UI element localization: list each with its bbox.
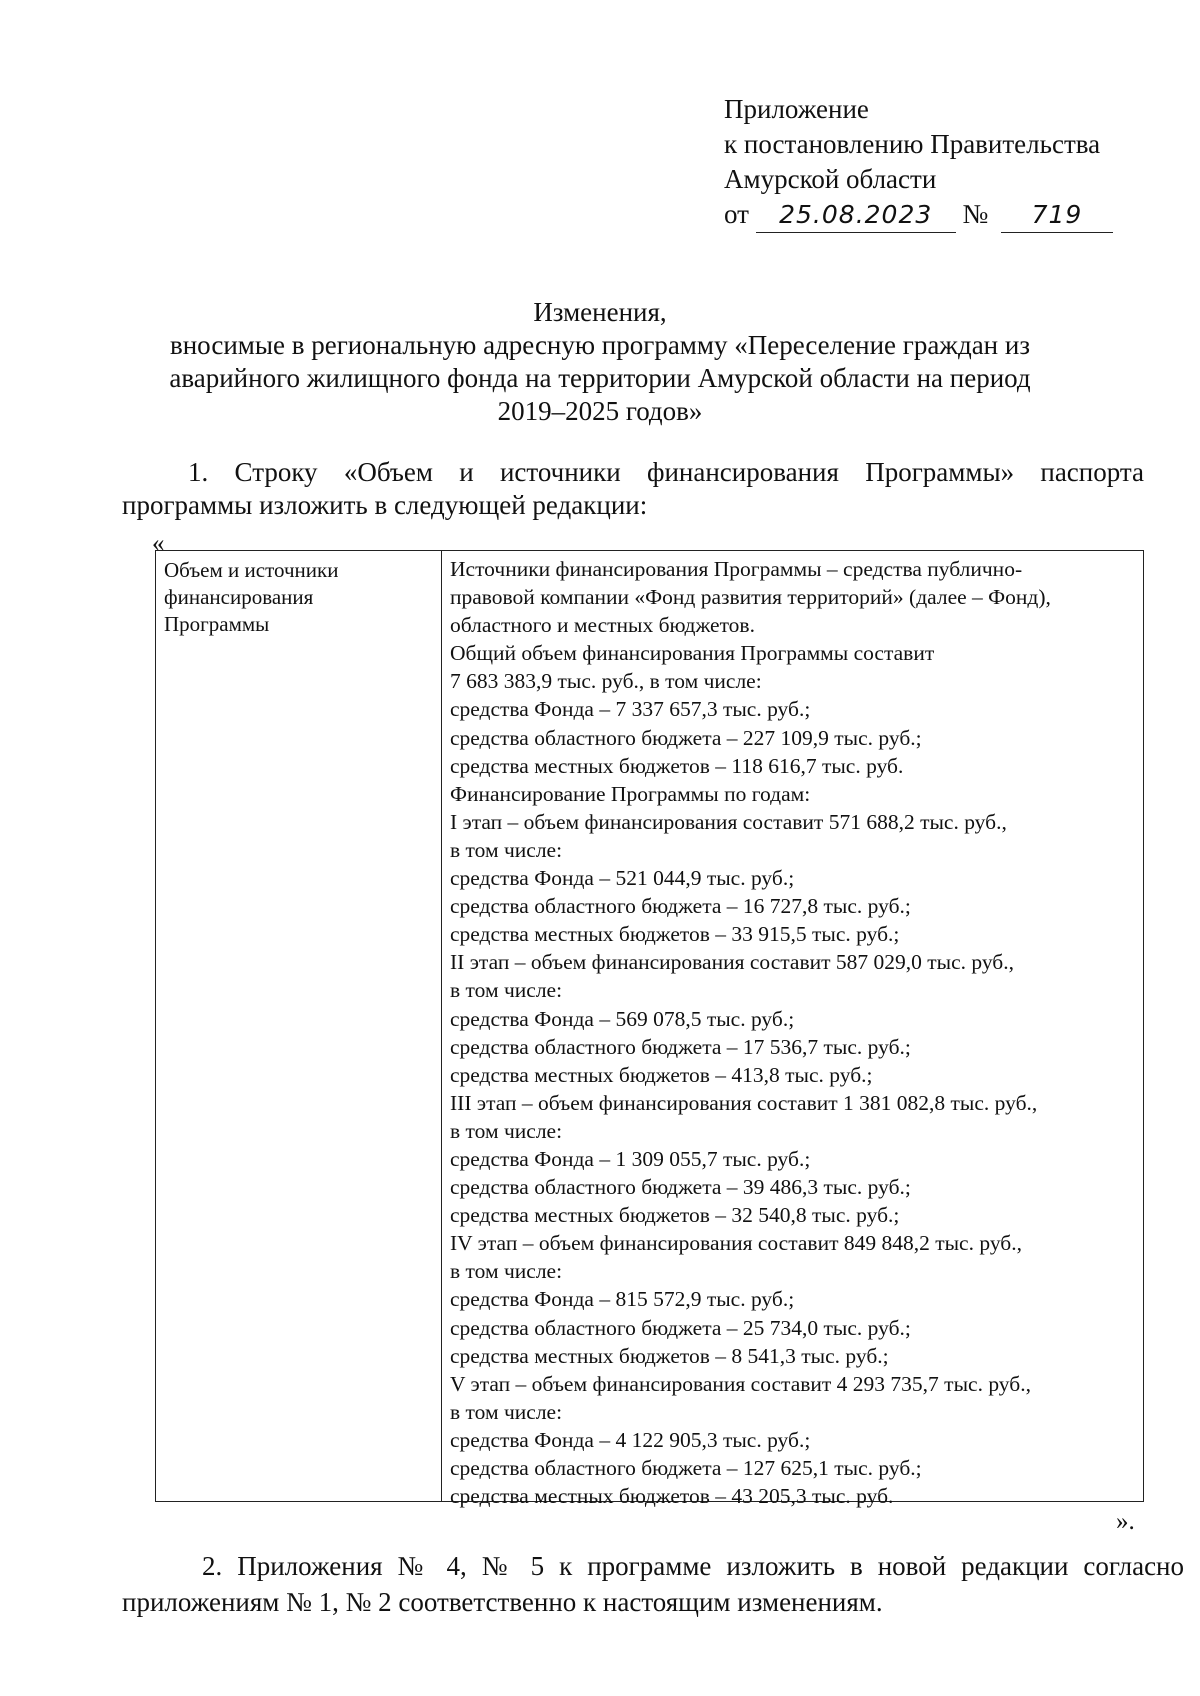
table-label-line: финансирования [164, 585, 314, 609]
paragraph-1-line-2: программы изложить в следующей редакции: [122, 490, 648, 520]
title-line-2: вносимые в региональную адресную программу «Переселение граждан из [169, 330, 1031, 360]
number-sign: № [962, 199, 989, 229]
table-content-line: средства областного бюджета – 25 734,0 тыс. руб.; [450, 1315, 911, 1340]
table-content-line: Финансирование Программы по годам: [450, 781, 811, 806]
appendix-resolution-ref: к постановлению Правительства [724, 129, 1101, 159]
appendix-header [724, 92, 1144, 233]
table-content-line: 7 683 383,9 тыс. руб., в том числе: [450, 669, 762, 694]
table-content-line: I этап – объем финансирования составит 571 688,2 тыс. руб., [450, 809, 1007, 834]
paragraph-1 [122, 456, 1144, 522]
table-content-line: средства областного бюджета – 127 625,1 тыс. руб.; [450, 1456, 922, 1480]
table-content-line: средства Фонда – 7 337 657,3 тыс. руб.; [450, 697, 811, 722]
table-content-line: средства Фонда – 815 572,9 тыс. руб.; [450, 1287, 795, 1312]
table-content-line: средства местных бюджетов – 32 540,8 тыс. руб.; [450, 1203, 900, 1228]
table-content-line: средства Фонда – 1 309 055,7 тыс. руб.; [450, 1146, 811, 1171]
table-content-line: IV этап – объем финансирования составит 849 848,2 тыс. руб., [450, 1231, 1022, 1256]
table-content-line: V этап – объем финансирования составит 4 293 735,7 тыс. руб., [450, 1371, 1031, 1396]
table-content-line: областного и местных бюджетов. [450, 613, 755, 638]
table-content-line: в том числе: [450, 1118, 563, 1143]
open-quote: « [152, 530, 165, 557]
paragraph-2-line-1: 2. Приложения № 4, № 5 к программе изложить в новой редакции согласно [202, 1551, 1184, 1581]
table-cell-content [442, 551, 1142, 1509]
paragraph-1-line-1: 1. Строку «Объем и источники финансирования Программы» паспорта [188, 457, 1144, 487]
table-content-line: средства областного бюджета – 227 109,9 тыс. руб.; [450, 725, 922, 750]
table-content-line: в том числе: [450, 1399, 563, 1424]
table-content-line: средства местных бюджетов – 8 541,3 тыс. руб.; [450, 1343, 889, 1368]
table-content-line: средства областного бюджета – 16 727,8 тыс. руб.; [450, 894, 911, 919]
table-content-line: III этап – объем финансирования составит 1 381 082,8 тыс. руб., [450, 1090, 1038, 1115]
table-content-line: Общий объем финансирования Программы составит [450, 641, 935, 666]
table-content-line: средства областного бюджета – 39 486,3 тыс. руб.; [450, 1175, 911, 1200]
table-content-line: правовой компании «Фонд развития территорий» (далее – Фонд), [450, 585, 1051, 610]
table-cell-label [156, 551, 442, 1501]
table-content-line: средства Фонда – 569 078,5 тыс. руб.; [450, 1006, 795, 1031]
title-line-4: 2019–2025 годов» [497, 396, 703, 426]
financing-table [155, 550, 1144, 1509]
table-label-line: Программы [164, 612, 270, 636]
paragraph-2 [122, 1548, 1184, 1620]
table-label-line: Объем и источники [164, 558, 339, 582]
handwritten-date: 25.08.2023 [756, 197, 956, 233]
close-quote: ». [1116, 1508, 1135, 1535]
title-line-1: Изменения, [533, 297, 667, 327]
document-title [150, 296, 1050, 428]
table-content-line: Источники финансирования Программы – средства публично- [450, 557, 1023, 581]
table-content-line: средства местных бюджетов – 43 205,3 тыс. руб. [450, 1484, 894, 1509]
table-content-line: средства Фонда – 4 122 905,3 тыс. руб.; [450, 1427, 811, 1452]
handwritten-number: 719 [1001, 197, 1113, 233]
paragraph-2-line-2: приложениям № 1, № 2 соответственно к настоящим изменениям. [122, 1587, 883, 1617]
date-prefix: от [724, 199, 749, 229]
appendix-title: Приложение [724, 94, 869, 124]
table-content-line: средства Фонда – 521 044,9 тыс. руб.; [450, 866, 795, 891]
title-line-3: аварийного жилищного фонда на территории Амурской области на период [169, 363, 1031, 393]
table-content-line: в том числе: [450, 837, 563, 862]
table-content-line: средства местных бюджетов – 118 616,7 тыс. руб. [450, 753, 904, 778]
appendix-region: Амурской области [724, 164, 937, 194]
table-content-line: средства областного бюджета – 17 536,7 тыс. руб.; [450, 1034, 911, 1059]
table-content-line: II этап – объем финансирования составит 587 029,0 тыс. руб., [450, 950, 1014, 975]
table-content-line: средства местных бюджетов – 33 915,5 тыс. руб.; [450, 922, 900, 947]
table-content-line: в том числе: [450, 1259, 563, 1284]
table-content-line: в том числе: [450, 978, 563, 1003]
table-content-line: средства местных бюджетов – 413,8 тыс. руб.; [450, 1062, 873, 1087]
appendix-date-line [724, 197, 1144, 233]
